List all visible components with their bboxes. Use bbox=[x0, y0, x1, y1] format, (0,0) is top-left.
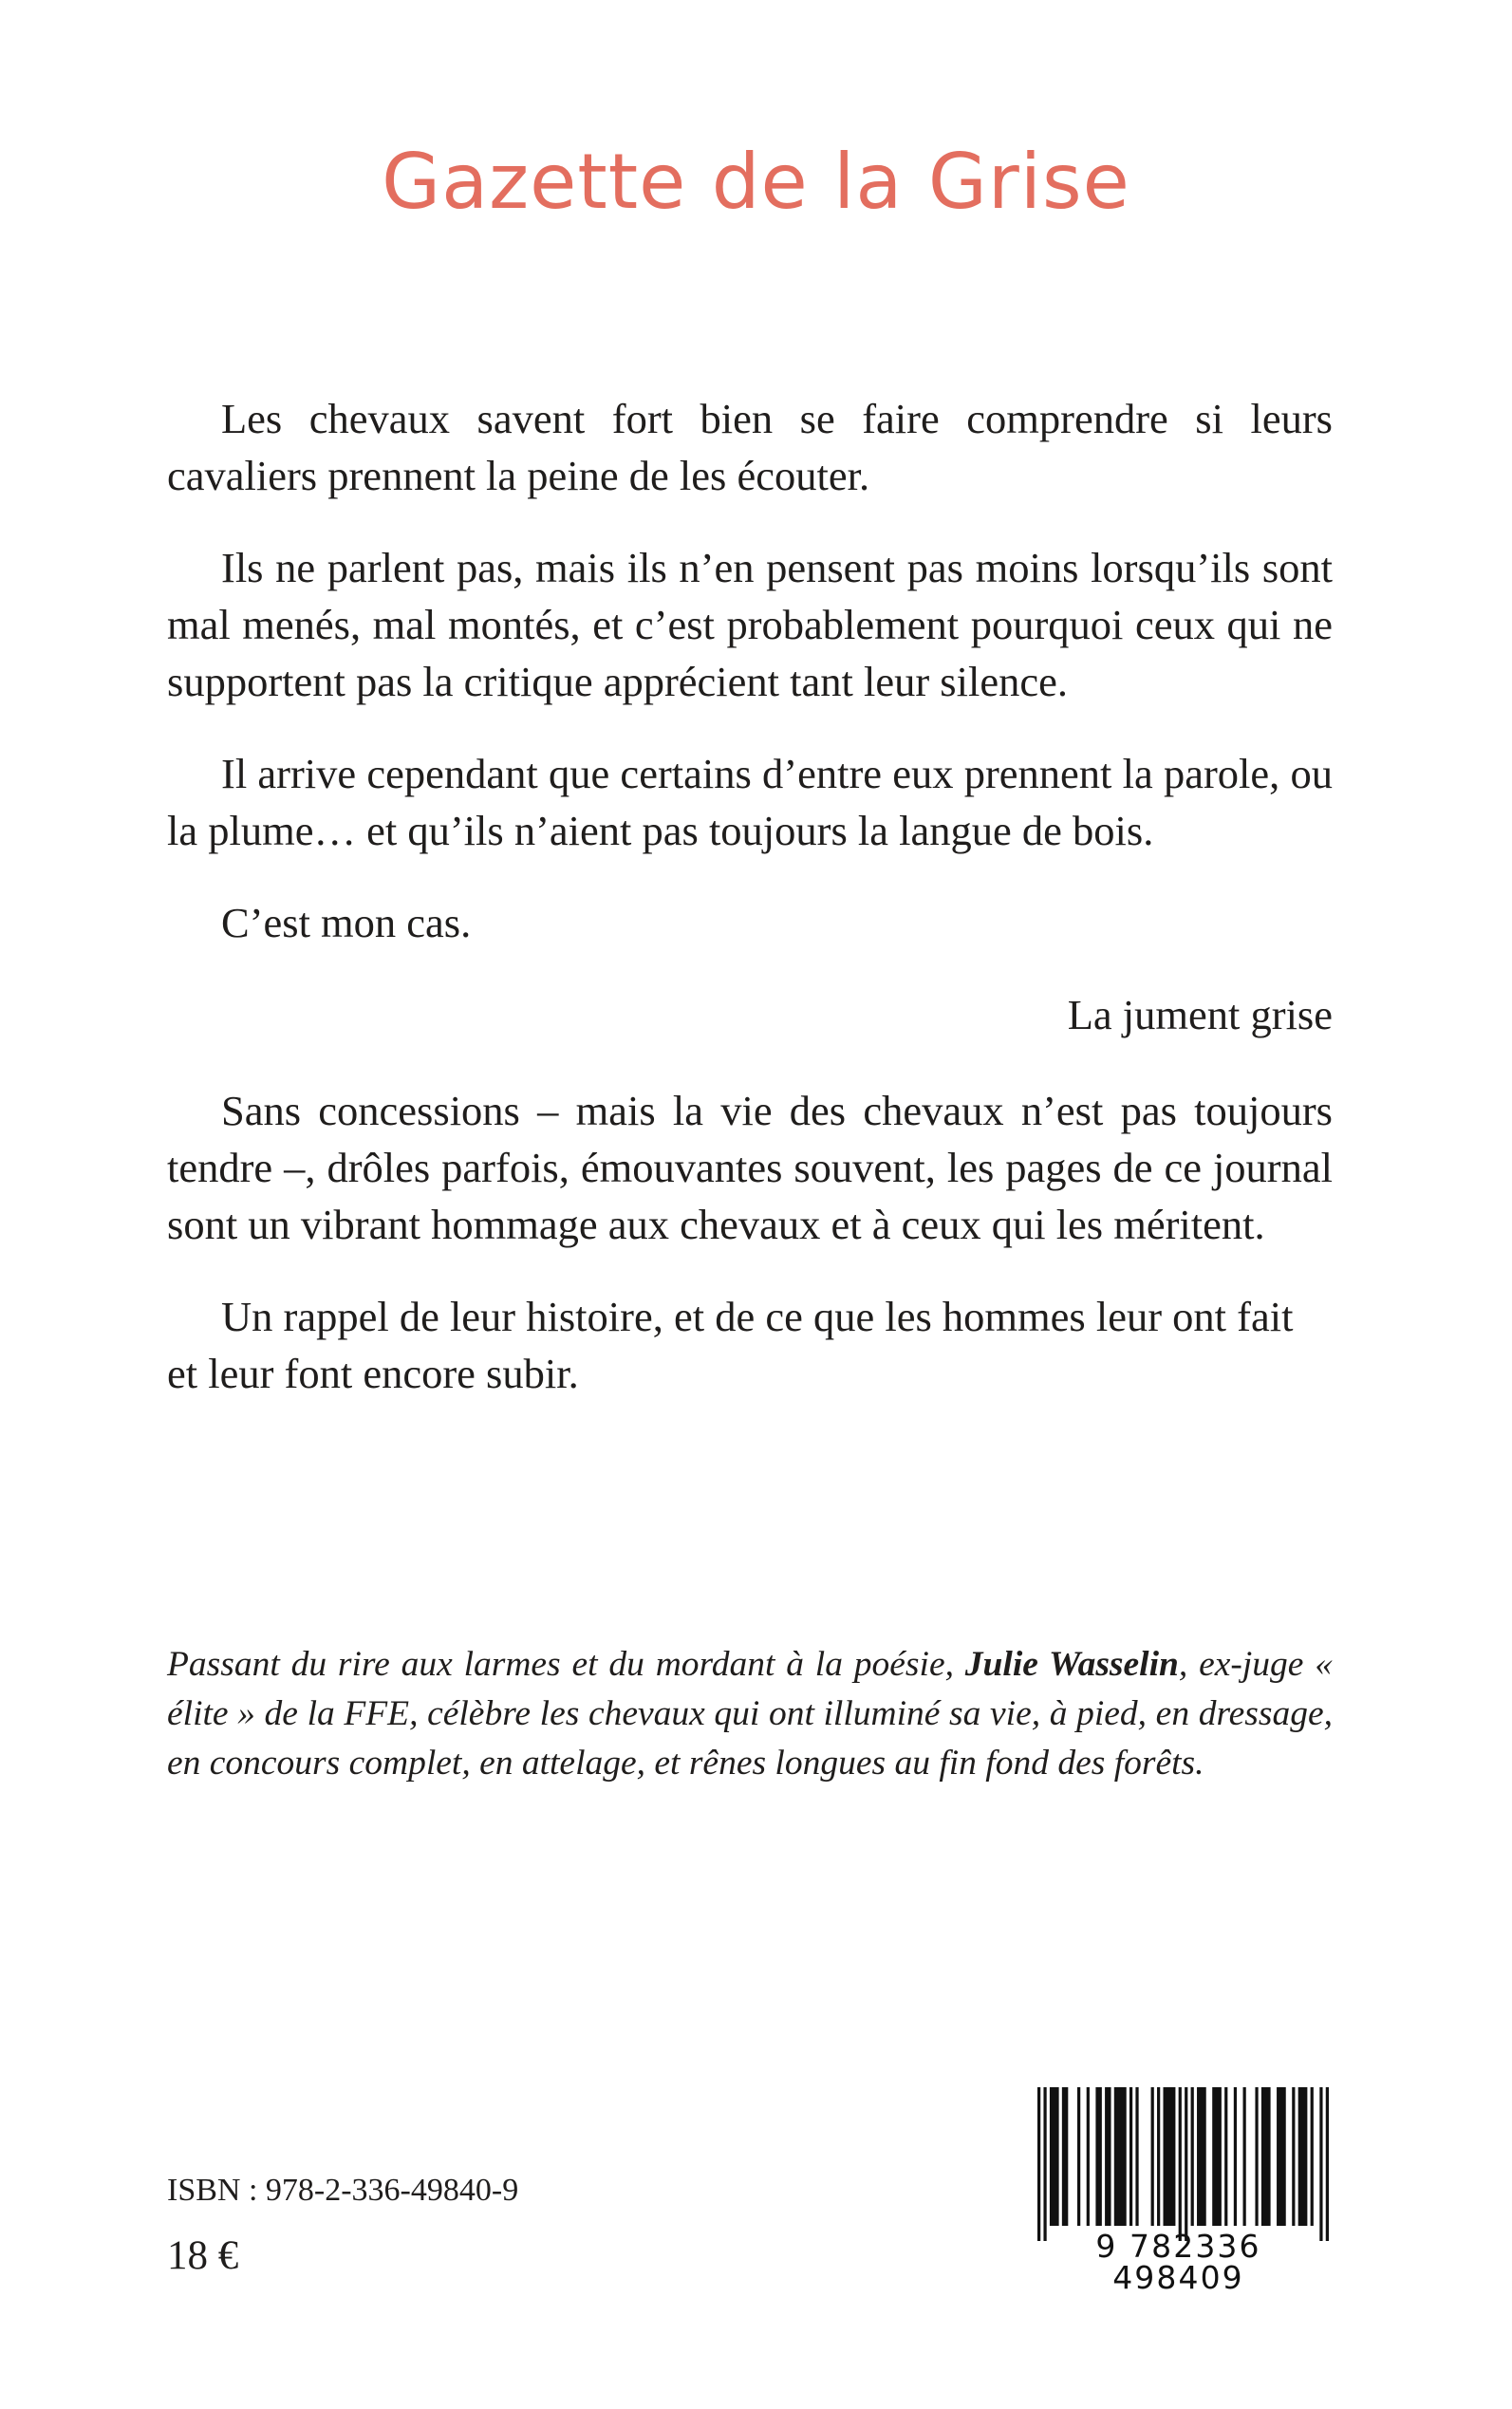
barcode-bar bbox=[1129, 2087, 1132, 2226]
back-cover-summary bbox=[167, 1082, 1333, 1437]
summary-paragraph: Sans concessions – mais la vie des chevaux n’est pas toujours tendre –, drôles parfois, émouvantes souvent, les pages de ce journal sont un vibrant hommage aux chevaux et à ceux qui les méritent. bbox=[167, 1087, 1333, 1248]
blurb-paragraph: C’est mon cas. bbox=[221, 899, 472, 946]
barcode-bar bbox=[1292, 2087, 1295, 2226]
barcode-bars bbox=[1024, 2087, 1333, 2241]
barcode-bar bbox=[1212, 2087, 1222, 2226]
book-title: Gazette de la Grise bbox=[382, 138, 1130, 226]
blurb-paragraph: Ils ne parlent pas, mais ils n’en pensent pas moins lorsqu’ils sont mal menés, mal montés, et c’est probablement pourquoi ceux qui ne supportent pas la critique apprécient tant leur silence. bbox=[167, 544, 1333, 705]
price-label: 18 € bbox=[167, 2233, 239, 2278]
barcode-bar bbox=[1062, 2087, 1068, 2226]
barcode-bar bbox=[1191, 2087, 1194, 2226]
barcode-bar bbox=[1114, 2087, 1127, 2226]
barcode-bar bbox=[1243, 2087, 1246, 2226]
isbn-barcode bbox=[1024, 2087, 1333, 2241]
barcode-bar bbox=[1255, 2087, 1258, 2226]
bio-text-before: Passant du rire aux larmes et du mordant à la poésie, bbox=[167, 1645, 965, 1684]
isbn-label: ISBN : 978-2-336-49840-9 bbox=[167, 2173, 519, 2208]
barcode-bar bbox=[1077, 2087, 1080, 2226]
barcode-bar bbox=[1311, 2087, 1314, 2226]
barcode-bar bbox=[1087, 2087, 1090, 2226]
barcode-bar bbox=[1319, 2087, 1322, 2241]
summary-paragraph: Un rappel de leur histoire, et de ce que les hommes leur ont fait et leur font encore subir. bbox=[167, 1293, 1294, 1397]
barcode-bar bbox=[1234, 2087, 1237, 2226]
barcode-bar bbox=[1163, 2087, 1175, 2226]
barcode-bar bbox=[1050, 2087, 1059, 2226]
barcode-bar bbox=[1197, 2087, 1206, 2226]
barcode-bar bbox=[1037, 2087, 1040, 2241]
barcode-bar bbox=[1185, 2087, 1187, 2241]
blurb-paragraph: Il arrive cependant que certains d’entre eux prennent la parole, ou la plume… et qu’ils n’aient pas toujours la langue de bois. bbox=[167, 750, 1333, 854]
author-name: Julie Wasselin bbox=[964, 1645, 1179, 1684]
barcode-bar bbox=[1135, 2087, 1138, 2226]
barcode-bar bbox=[1151, 2087, 1154, 2226]
back-cover-blurb bbox=[167, 390, 1333, 1043]
barcode-bar bbox=[1043, 2087, 1046, 2241]
blurb-signature: La jument grise bbox=[1067, 991, 1333, 1038]
author-bio-text bbox=[167, 1640, 1333, 1788]
barcode-bar bbox=[1179, 2087, 1182, 2241]
blurb-paragraph: Les chevaux savent fort bien se faire comprendre si leurs cavaliers prennent la peine de les écouter. bbox=[167, 395, 1333, 499]
bio-text-after: , ex-juge « élite » de la FFE, célèbre les chevaux qui ont illuminé sa vie, à pied, en dressage, en concours complet, en attelage, et rênes longues au fin fond des forêts. bbox=[167, 1645, 1333, 1783]
barcode-digits: 9 782336 498409 bbox=[1095, 2228, 1261, 2296]
barcode-bar bbox=[1298, 2087, 1308, 2226]
barcode-bar bbox=[1095, 2087, 1101, 2226]
author-bio bbox=[167, 1640, 1333, 1788]
barcode-bar bbox=[1105, 2087, 1111, 2226]
barcode-bar bbox=[1261, 2087, 1271, 2226]
barcode-bar bbox=[1157, 2087, 1160, 2226]
barcode-bar bbox=[1326, 2087, 1329, 2241]
barcode-bar bbox=[1277, 2087, 1286, 2226]
barcode-bar bbox=[1224, 2087, 1227, 2226]
